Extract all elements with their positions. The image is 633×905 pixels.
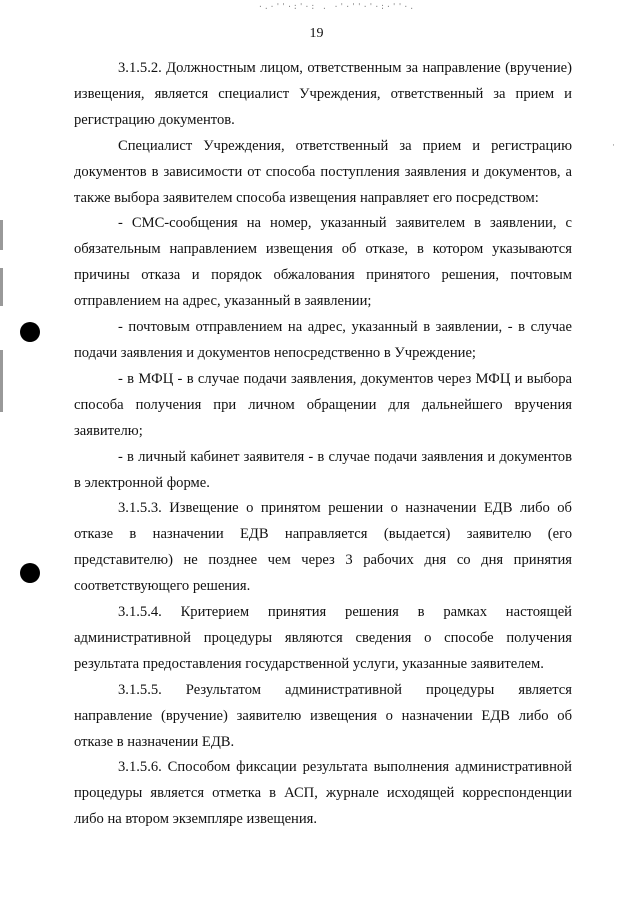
scan-speck: · [612,140,615,150]
paragraph: - СМС-сообщения на номер, указанный заявителем в заявлении, с обязательным направлением извещения об отказе, в котором указываются причины отказа и порядок обжалования принятого решения, почтовым отправлением на адрес, указанный в заявлении; [74,215,572,310]
paragraph: - в личный кабинет заявителя - в случае подачи заявления и документов в электронной форме. [74,448,572,491]
paragraph: - в МФЦ - в случае подачи заявления, документов через МФЦ и выбора способа получения при личном обращении для дальнейшего вручения заявителю; [74,370,572,439]
scan-edge-mark [0,350,3,412]
paragraph: 3.1.5.5. Результатом административной процедуры является направление (вручение) заявителю извещения о назначении ЕДВ либо об отказе в назначении ЕДВ. [74,681,572,750]
paragraph: 3.1.5.6. Способом фиксации результата выполнения административной процедуры является отметка в АСП, журнале исходящей корреспонденции либо на втором экземпляре извещения. [74,759,572,828]
scan-edge-mark [0,220,3,250]
scan-noise: ·.·''·:'·: . ·'·''·'·:·''·. [258,2,416,11]
punch-hole [20,322,40,342]
document-body [74,56,572,833]
paragraph: 3.1.5.4. Критерием принятия решения в рамках настоящей административной процедуры являются сведения о способе получения результата предоставления государственной услуги, указанные заявителем. [74,604,572,672]
page-number: 19 [309,26,324,41]
punch-hole [20,563,40,583]
paragraph: Специалист Учреждения, ответственный за прием и регистрацию документов в зависимости от способа поступления заявления и документов, а также выбора заявителем способа извещения направляет его посредством: [74,137,572,206]
paragraph: - почтовым отправлением на адрес, указанный в заявлении, - в случае подачи заявления и документов непосредственно в Учреждение; [74,319,572,361]
scan-edge-mark [0,268,3,306]
paragraph: 3.1.5.3. Извещение о принятом решении о назначении ЕДВ либо об отказе в назначении ЕДВ направляется (выдается) заявителю (его представителю) не позднее чем через 3 рабочих дня со дня принятия соответствующего решения. [74,500,572,595]
paragraph: 3.1.5.2. Должностным лицом, ответственным за направление (вручение) извещения, является специалист Учреждения, ответственный за прием и регистрацию документов. [74,60,572,128]
